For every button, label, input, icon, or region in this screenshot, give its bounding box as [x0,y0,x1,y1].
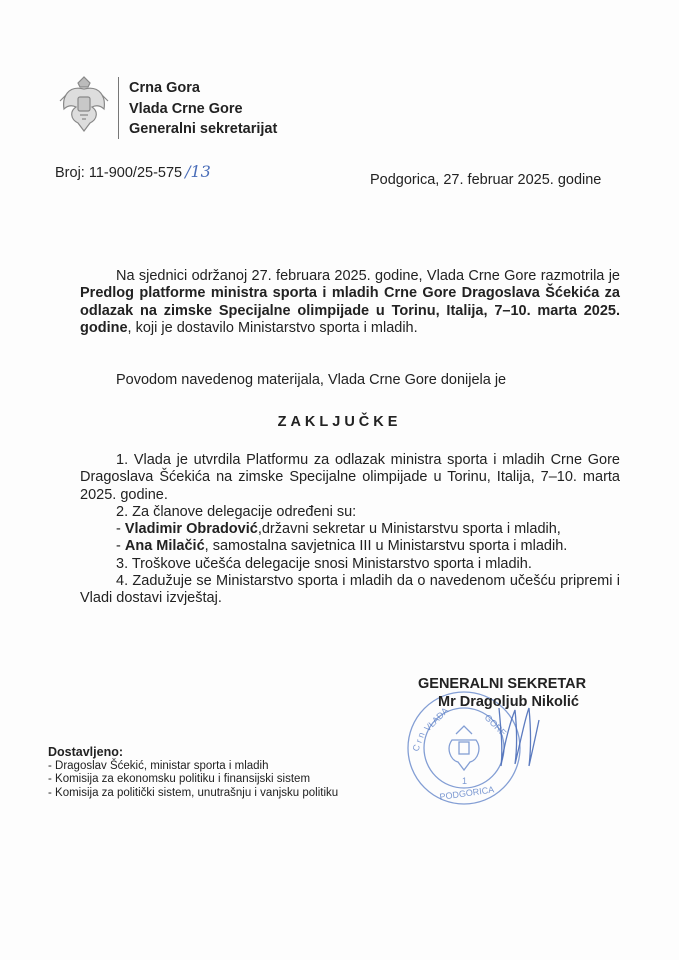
signatory-name: Mr Dragoljub Nikolić [438,694,579,710]
intro-paragraph [80,268,620,337]
lead-in-paragraph: Povodom navedenog materijala, Vlada Crne Gore donijela je [116,372,507,388]
handwritten-suffix: /13 [185,162,211,181]
conclusion-item-4: 4. Zadužuje se Ministarstvo sporta i mladih da o navedenom učešću pripremi i Vladi dostavi izvještaj. [80,573,620,607]
montenegro-coat-of-arms-icon [58,75,110,135]
svg-text:C r n: C r n [410,730,427,753]
svg-text:VLADA: VLADA [422,705,451,734]
intro-bold-title: Predlog platforme ministra sporta i mladih Crne Gore Dragoslava Šćekića za odlazak na zimske Specijalne olimpijade u Torinu, Italija, 7–10. marta 2025. godine [80,285,620,336]
delegate-role: ,državni sekretar u Ministarstvu sporta i mladih, [257,521,561,538]
delegate-item [80,521,620,538]
reference-number-text: Broj: 11-900/25-575 [55,165,183,181]
intro-text-1: Na sjednici održanoj 27. februara 2025. godine, Vlada Crne Gore razmotrila je [116,268,620,284]
conclusions-list [80,452,620,608]
distribution-title: Dostavljeno: [48,745,124,759]
header-line-country: Crna Gora [129,80,200,96]
header-line-government: Vlada Crne Gore [129,100,243,117]
delegate-name: Ana Milačić [124,538,205,555]
delegate-dash: - [116,538,125,555]
svg-text:PODGORICA: PODGORICA [438,784,495,802]
handwritten-signature-icon [495,700,545,770]
header-divider [118,77,119,139]
delegate-name: Vladimir Obradović [124,521,258,538]
institution-header [129,78,277,140]
stamp-number: 1 [462,776,468,786]
delegate-dash: - [116,521,125,538]
svg-text:GORE: GORE [482,712,509,739]
conclusion-item-2: 2. Za članove delegacije određeni su: [116,503,357,520]
distribution-item: - Dragoslav Šćekić, ministar sporta i mladih [48,759,269,772]
distribution-item: - Komisija za ekonomsku politiku i finansijski sistem [48,773,311,785]
reference-number [55,162,211,181]
signatory-title: GENERALNI SEKRETAR [418,676,587,692]
delegate-item [80,538,620,555]
conclusion-item-3: 3. Troškove učešća delegacije snosi Ministarstvo sporta i mladih. [116,555,532,572]
conclusion-item-1: 1. Vlada je utvrdila Platformu za odlazak ministra sporta i mladih Crne Gore Dragoslava Šćekića na zimske Specijalne olimpijade u Torinu, Italija, 7–10. marta 2025. godine. [80,452,620,503]
place-date: Podgorica, 27. februar 2025. godine [370,172,602,188]
intro-text-2: , koji je dostavilo Ministarstvo sporta i mladih. [127,319,418,336]
header-line-secretariat: Generalni sekretarijat [129,121,278,137]
distribution-item: - Komisija za politički sistem, unutrašnju i vanjsku politiku [48,786,339,799]
conclusions-heading: ZAKLJUČKE [277,414,402,430]
delegate-role: , samostalna savjetnica III u Ministarstvu sporta i mladih. [204,538,568,555]
distribution-list [48,746,338,800]
